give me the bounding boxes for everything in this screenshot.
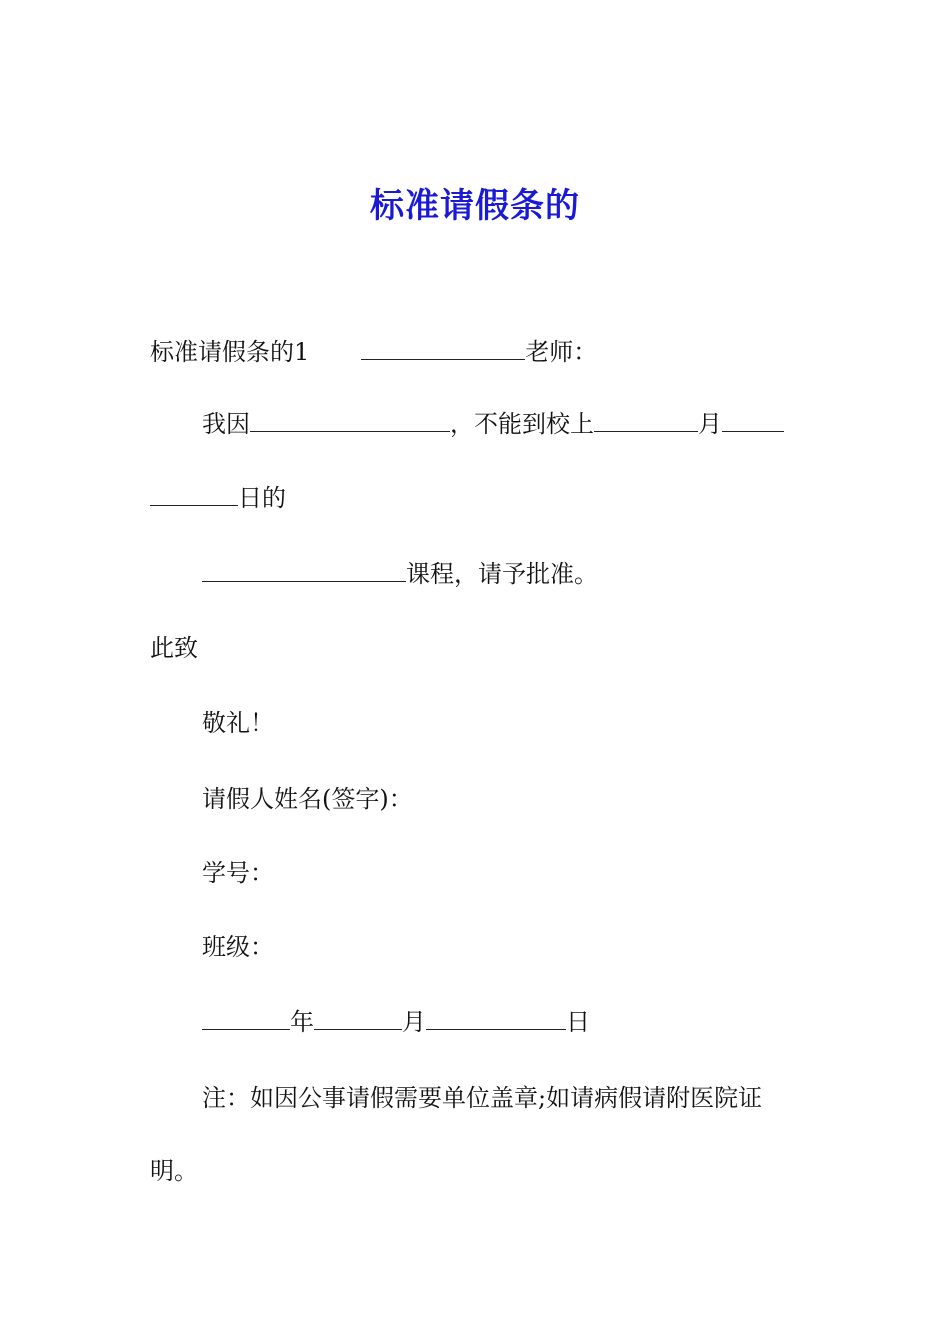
reason-line bbox=[202, 408, 784, 440]
year-blank bbox=[202, 1007, 290, 1030]
cizhi-line: 此致 bbox=[150, 634, 198, 662]
course-text: 课程，请予批准。 bbox=[406, 560, 598, 588]
reason-blank bbox=[250, 409, 450, 432]
course-blank bbox=[202, 559, 406, 582]
date-month-blank bbox=[314, 1007, 402, 1030]
name-field: 请假人姓名(签字)： bbox=[202, 785, 413, 813]
year-label: 年 bbox=[290, 1008, 314, 1036]
note-line-2: 明。 bbox=[150, 1157, 198, 1185]
reason-mid: ，不能到校上 bbox=[450, 410, 594, 438]
date-day-blank bbox=[426, 1007, 566, 1030]
day-line bbox=[150, 482, 286, 514]
document-title: 标准请假条的 bbox=[370, 186, 580, 226]
teacher-label: 老师： bbox=[525, 338, 598, 366]
day-blank-a bbox=[722, 409, 784, 432]
jingli-line: 敬礼！ bbox=[202, 709, 274, 737]
class-field: 班级： bbox=[202, 933, 274, 961]
day-label: 日的 bbox=[238, 484, 286, 512]
teacher-name-blank bbox=[361, 337, 525, 360]
day-blank-b bbox=[150, 483, 238, 506]
date-line bbox=[202, 1006, 590, 1038]
month-blank bbox=[594, 409, 698, 432]
date-day-label: 日 bbox=[566, 1008, 590, 1036]
reason-prefix: 我因 bbox=[202, 410, 250, 438]
date-month-label: 月 bbox=[402, 1008, 426, 1036]
heading-label: 标准请假条的1 bbox=[150, 338, 310, 366]
student-id-field: 学号： bbox=[202, 859, 274, 887]
month-label: 月 bbox=[698, 410, 722, 438]
course-line bbox=[202, 558, 598, 590]
note-line-1: 注：如因公事请假需要单位盖章;如请病假请附医院证 bbox=[202, 1084, 763, 1112]
teacher-line bbox=[150, 336, 597, 368]
